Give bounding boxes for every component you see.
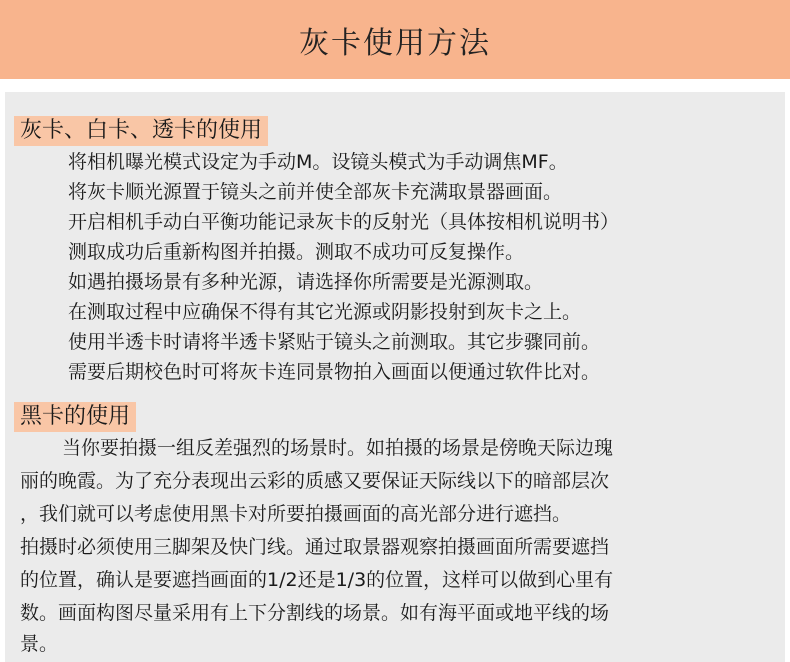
section2-line-4: 拍摄时必须使用三脚架及快门线。通过取景器观察拍摄画面所需要遮挡 — [20, 536, 610, 558]
section2-line-3: ，我们就可以考虑使用黑卡对所要拍摄画面的高光部分进行遮挡。 — [20, 503, 572, 525]
section2-line-7: 景。 — [20, 633, 59, 655]
title-banner — [0, 0, 790, 79]
section1-line-2: 将灰卡顺光源置于镜头之前并使全部灰卡充满取景器画面。 — [68, 181, 563, 203]
section1-line-4: 测取成功后重新构图并拍摄。测取不成功可反复操作。 — [68, 241, 525, 263]
section2-line-5: 的位置，确认是要遮挡画面的1/2还是1/3的位置，这样可以做到心里有 — [20, 569, 614, 591]
section-heading-black-card-label: 黑卡的使用 — [20, 404, 131, 429]
section2-line-2: 丽的晚霞。为了充分表现出云彩的质感又要保证天际线以下的暗部层次 — [20, 470, 610, 492]
section-heading-cards-label: 灰卡、白卡、透卡的使用 — [20, 118, 263, 143]
section1-line-6: 在测取过程中应确保不得有其它光源或阴影投射到灰卡之上。 — [68, 301, 582, 323]
section-heading-black-card — [14, 402, 136, 432]
section1-line-8: 需要后期校色时可将灰卡连同景物拍入画面以便通过软件比对。 — [68, 361, 601, 383]
section1-line-5: 如遇拍摄场景有多种光源，请选择你所需要是光源测取。 — [68, 271, 544, 293]
section2-line-6: 数。画面构图尽量采用有上下分割线的场景。如有海平面或地平线的场 — [20, 602, 610, 624]
section1-line-7: 使用半透卡时请将半透卡紧贴于镜头之前测取。其它步骤同前。 — [68, 331, 601, 353]
section-heading-cards — [14, 116, 268, 146]
page-title: 灰卡使用方法 — [299, 25, 491, 61]
section1-line-1: 将相机曝光模式设定为手动M。设镜头模式为手动调焦MF。 — [68, 151, 568, 173]
section2-line-1: 当你要拍摄一组反差强烈的场景时。如拍摄的场景是傍晚天际边瑰 — [62, 437, 614, 459]
section1-line-3: 开启相机手动白平衡功能记录灰卡的反射光（具体按相机说明书） — [68, 211, 620, 233]
